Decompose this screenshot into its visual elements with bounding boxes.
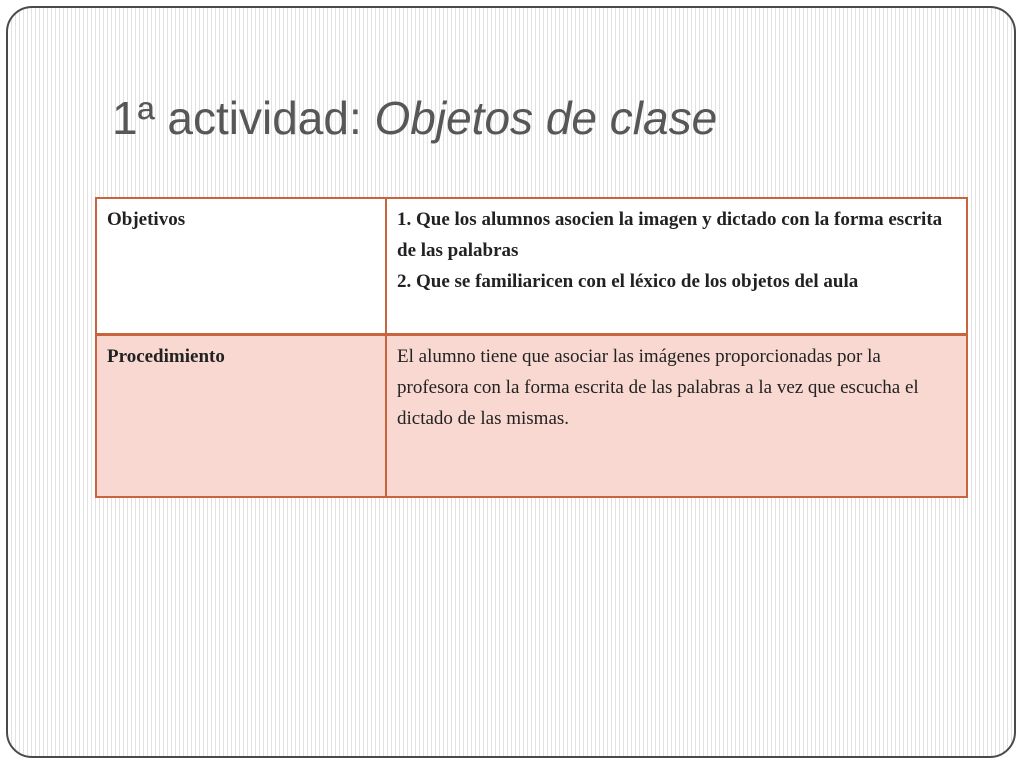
label-procedimiento: Procedimiento [96,334,386,497]
slide-title [112,90,717,146]
table-row-objetivos [96,198,967,334]
value-procedimiento: El alumno tiene que asociar las imágenes proporcionadas por la profesora con la forma escrita de las palabras a la vez que escucha el dictado de las mismas. [386,334,967,497]
title-prefix: 1ª actividad: [112,92,375,144]
title-italic: Objetos de clase [374,92,718,144]
value-objetivos [386,198,967,334]
label-objetivos: Objetivos [96,198,386,334]
objetivo-2: 2. Que se familiaricen con el léxico de los objetos del aula [397,271,859,292]
objetivo-1: 1. Que los alumnos asocien la imagen y dictado con la forma escrita de las palabras [397,209,943,261]
activity-table [95,197,968,498]
table-row-procedimiento [96,334,967,497]
